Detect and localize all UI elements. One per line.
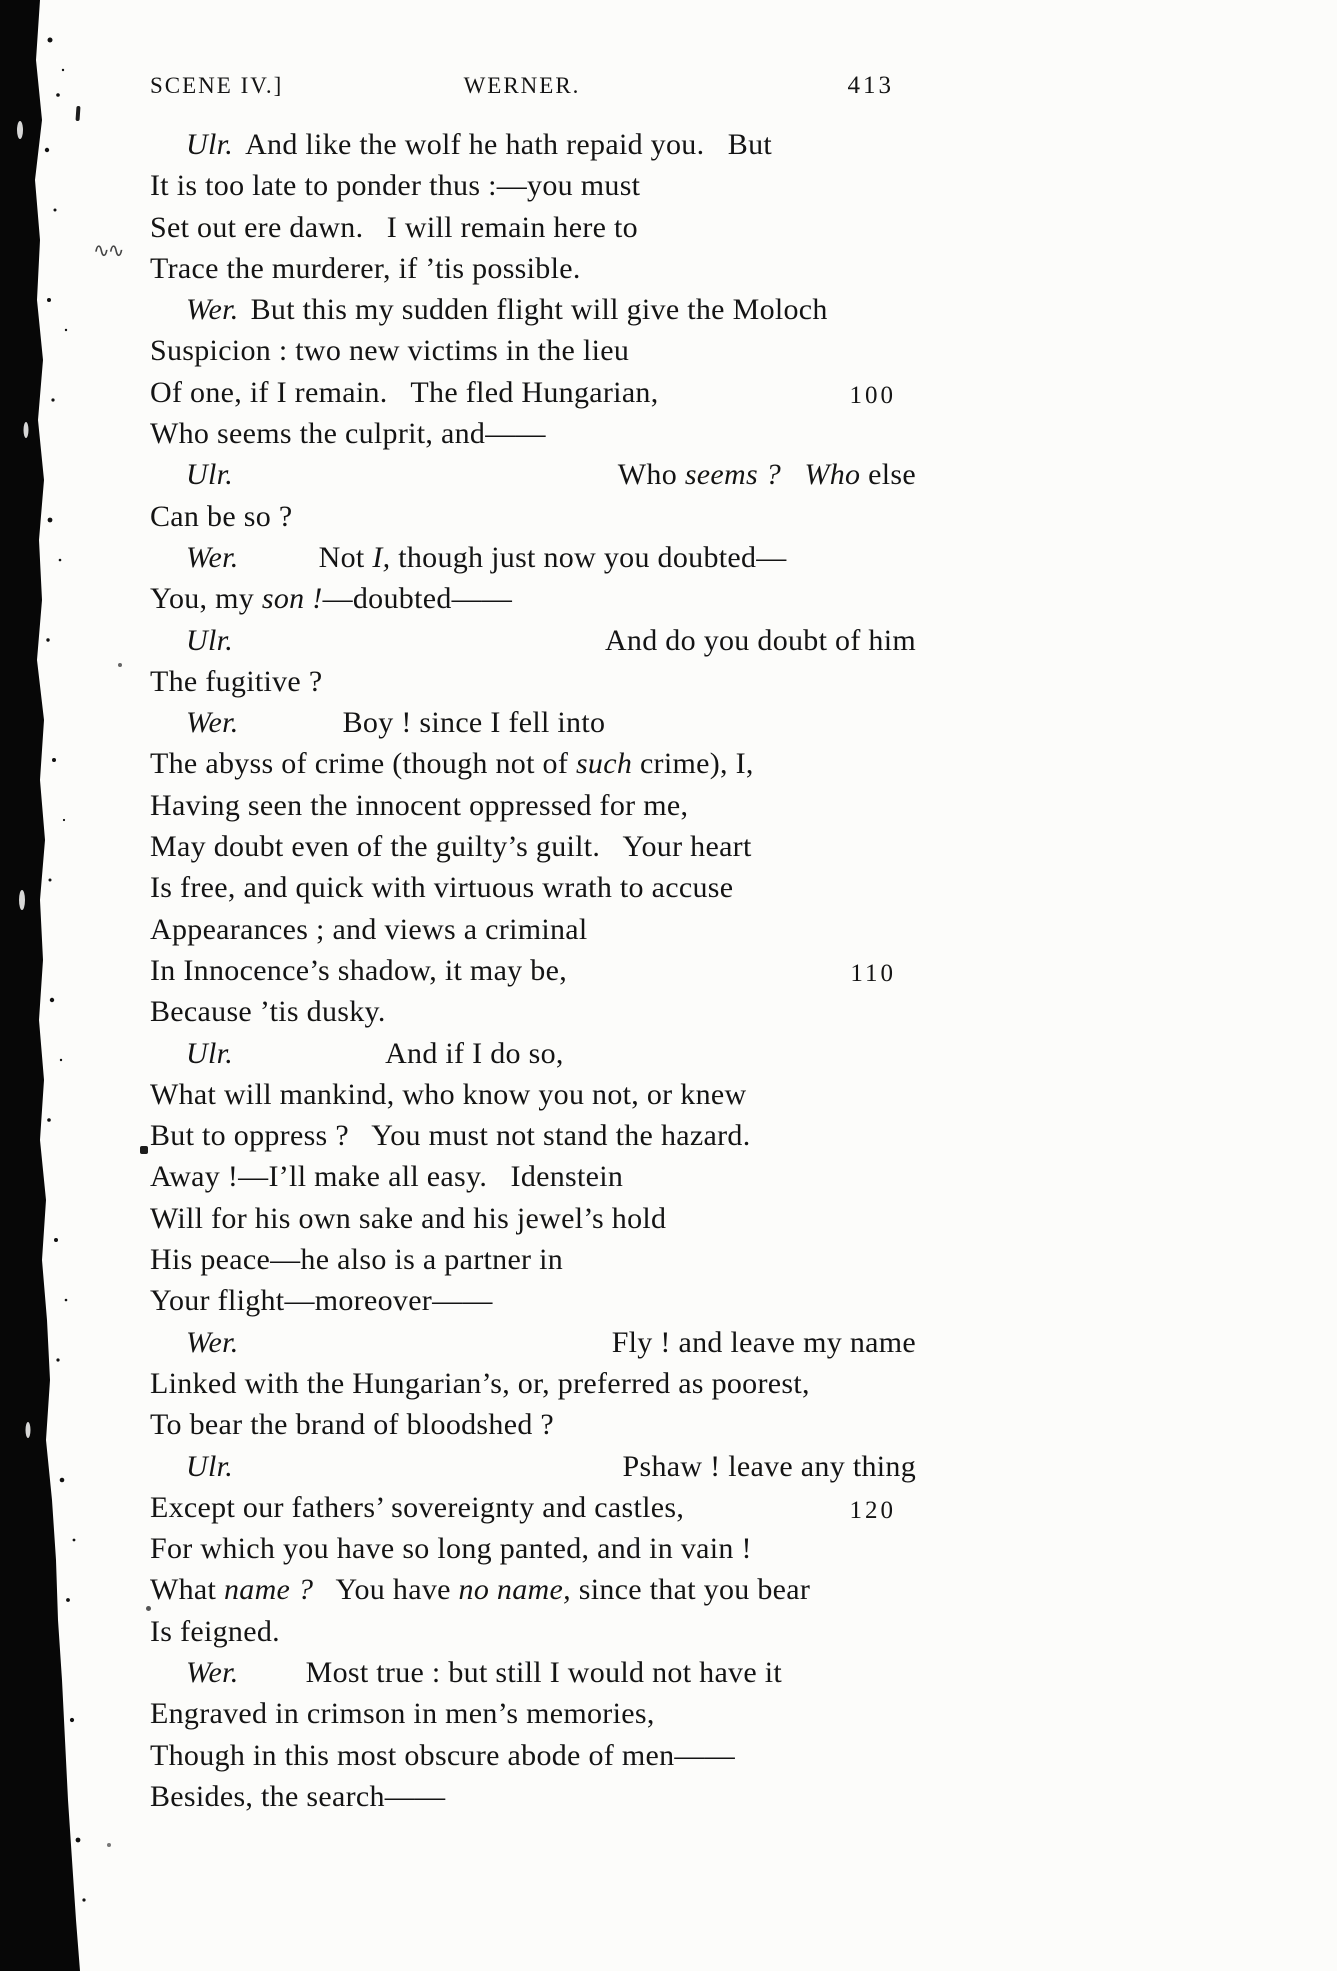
verse-line [150,1115,922,1156]
verse-text: Fly ! and leave my name [611,1325,916,1359]
verse-text: Set out ere dawn. I will remain here to [150,210,638,244]
verse-text: But this my sudden flight will give the Moloch [250,293,828,327]
verse-text: The fugitive ? [150,664,323,698]
verse-text: Appearances ; and views a criminal [150,912,588,946]
ink-speck [118,663,122,667]
verse-line [150,165,922,206]
verse-line [150,1487,922,1528]
verse-text: Of one, if I remain. The fled Hungarian, [150,375,659,409]
verse-line [150,1776,922,1817]
verse-line [150,496,922,537]
verse-text: The abyss of crime (though not of such crime), I, [150,747,754,781]
verse-text: Your flight—moreover—— [150,1284,493,1318]
verse-text: Having seen the innocent oppressed for me, [150,788,689,822]
verse-text: And if I do so, [385,1036,564,1070]
ink-speck [140,1146,148,1154]
verse-text: Most true : but still I would not have it [305,1655,783,1689]
verse-text: And do you doubt of him [604,623,916,657]
verse-text: Who seems ? Who else [617,458,916,492]
verse-text: Besides, the search—— [150,1779,446,1813]
verse-line [150,950,922,991]
verse-line [150,124,922,165]
verse-text: Will for his own sake and his jewel’s hold [150,1201,667,1235]
verse-text: Pshaw ! leave any thing [622,1449,916,1483]
verse-line [150,1156,922,1197]
verse-line [150,785,922,826]
verse-line [150,1322,922,1363]
verse-line [150,1404,922,1445]
verse-text: Except our fathers’ sovereignty and castles, [150,1490,685,1524]
text-column [150,72,922,1817]
verse-text: Boy ! since I fell into [342,706,606,740]
verse-line [150,372,922,413]
verse-gap [251,731,343,732]
verse-line [150,620,922,661]
speaker-abbreviation: Wer. [186,293,239,327]
verse-line [150,1528,922,1569]
ink-speck [107,1843,111,1847]
verse-line [150,1033,922,1074]
play-text-block [150,124,922,1817]
verse-text: Who seems the culprit, and—— [150,417,546,451]
verse-line [150,537,922,578]
verse-line [150,1198,922,1239]
verse-line [150,909,922,950]
verse-text: Can be so ? [150,499,293,533]
scene-label: SCENE IV.] [150,73,284,98]
verse-text: Is feigned. [150,1614,280,1648]
verse-line [150,702,922,743]
verse-text: Suspicion : two new victims in the lieu [150,334,630,368]
page-gutter-shadow [0,0,110,1971]
verse-line [150,289,922,330]
verse-text: But to oppress ? You must not stand the hazard. [150,1119,751,1153]
verse-gap [251,566,319,567]
speaker-abbreviation: Ulr. [186,1449,234,1483]
verse-line [150,1363,922,1404]
speaker-abbreviation: Ulr. [186,1036,234,1070]
verse-text: What name ? You have no name, since that you bear [150,1573,811,1607]
verse-text: Not I, though just now you doubted— [318,540,787,574]
verse-line [150,207,922,248]
verse-line [150,330,922,371]
verse-line [150,1239,922,1280]
speaker-abbreviation: Ulr. [186,128,234,161]
speaker-abbreviation: Wer. [186,706,239,740]
verse-text: Though in this most obscure abode of men—— [150,1738,736,1772]
verse-line [150,454,922,495]
verse-line [150,661,922,702]
verse-line [150,413,922,454]
verse-line [150,1446,922,1487]
verse-line [150,578,922,619]
verse-line [150,743,922,784]
verse-text: His peace—he also is a partner in [150,1243,564,1277]
verse-text: What will mankind, who know you not, or knew [150,1077,747,1111]
verse-text: Engraved in crimson in men’s memories, [150,1697,655,1731]
verse-text: May doubt even of the guilty’s guilt. Your heart [150,830,752,864]
verse-text: You, my son !—doubted—— [150,582,513,616]
verse-line [150,1735,922,1776]
verse-text: Away !—I’ll make all easy. Idenstein [150,1160,624,1194]
verse-text: Because ’tis dusky. [150,995,386,1029]
verse-text: And like the wolf he hath repaid you. But [245,128,773,161]
verse-line [150,1611,922,1652]
verse-line-number: 120 [849,1496,896,1524]
verse-line [150,1652,922,1693]
verse-text: Linked with the Hungarian’s, or, preferred as poorest, [150,1366,810,1400]
verse-line-number: 100 [849,381,896,409]
speaker-abbreviation: Wer. [186,1325,239,1359]
verse-line [150,1280,922,1321]
verse-line [150,826,922,867]
verse-text: Is free, and quick with virtuous wrath to accuse [150,871,734,905]
ink-speck: ∿∿ [93,240,123,262]
verse-line [150,1074,922,1115]
page-number: 413 [847,72,894,99]
running-head [150,72,922,100]
page-title: WERNER. [463,73,581,98]
speaker-abbreviation: Wer. [186,1655,239,1689]
verse-line [150,867,922,908]
verse-line [150,1569,922,1610]
verse-line [150,991,922,1032]
verse-text: It is too late to ponder thus :—you must [150,169,641,203]
verse-gap [245,1062,385,1063]
verse-line-number: 110 [850,959,896,987]
verse-text: For which you have so long panted, and in vain ! [150,1532,752,1566]
verse-line [150,1693,922,1734]
speaker-abbreviation: Wer. [186,540,239,574]
verse-text: In Innocence’s shadow, it may be, [150,953,567,987]
verse-line [150,248,922,289]
speaker-abbreviation: Ulr. [186,623,234,657]
verse-text: To bear the brand of bloodshed ? [150,1408,555,1442]
verse-text: Trace the murderer, if ’tis possible. [150,251,581,285]
speaker-abbreviation: Ulr. [186,458,234,492]
verse-gap [251,1681,306,1682]
